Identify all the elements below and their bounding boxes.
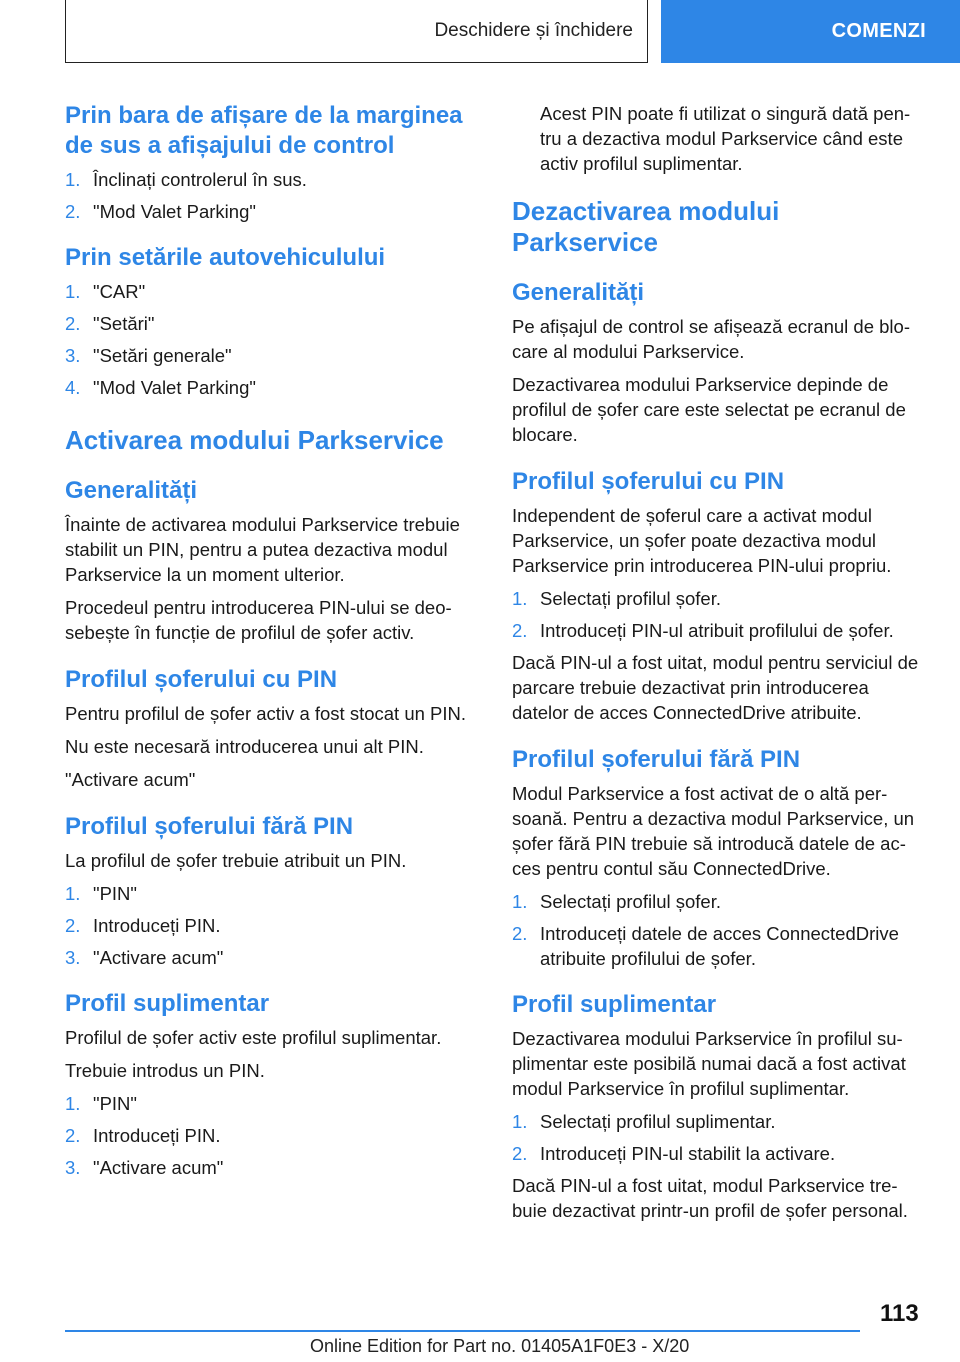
step-number: 2.	[65, 915, 81, 936]
list-item	[65, 945, 481, 970]
step-text: "PIN"	[93, 1093, 137, 1114]
heading-driver-with-pin: Profilul șoferului cu PIN	[512, 468, 785, 495]
step-number: 2.	[65, 201, 81, 222]
list-item	[65, 1091, 481, 1116]
step-text: "Activare acum"	[93, 947, 224, 968]
paragraph: Dacă PIN-ul a fost uitat, modul Parkservice tre-buie dezactivat printr-un profil de șofer personal.	[512, 1175, 908, 1221]
step-text: "Activare acum"	[93, 1157, 224, 1178]
step-text: "Setări"	[93, 313, 155, 334]
heading-activate-parkservice: Activarea modului Parkservice	[65, 425, 444, 455]
paragraph: Modul Parkservice a fost activat de o altă per-soană. Pentru a dezactiva modul Parkservice, un șofer fără PIN trebuie să introducă datele de ac-ces pentru contul său ConnectedDrive.	[512, 783, 915, 879]
chapter-title: COMENZI	[831, 20, 926, 42]
step-number: 2.	[65, 1125, 81, 1146]
list-item	[65, 881, 481, 906]
footer-divider	[65, 1330, 860, 1332]
step-number: 1.	[512, 891, 528, 912]
list-item	[65, 199, 481, 224]
step-text: Introduceți PIN-ul stabilit la activare.	[540, 1143, 836, 1164]
step-number: 1.	[512, 588, 528, 609]
paragraph-continued: Acest PIN poate fi utilizat o singură dată pen-tru a dezactiva modul Parkservice când este activ profilul suplimentar.	[540, 103, 911, 174]
list-item	[512, 889, 928, 914]
step-number: 3.	[65, 345, 81, 366]
list-item	[65, 913, 481, 938]
right-column	[512, 101, 928, 1231]
heading-extra-profile: Profil suplimentar	[65, 990, 270, 1017]
heading-extra-profile: Profil suplimentar	[512, 991, 717, 1018]
step-text: Introduceți PIN.	[93, 915, 221, 936]
paragraph: "Activare acum"	[65, 769, 196, 790]
paragraph: Pe afișajul de control se afișează ecranul de blo-care al modului Parkservice.	[512, 316, 910, 362]
list-item	[65, 343, 481, 368]
step-text: Selectați profilul șofer.	[540, 588, 721, 609]
step-number: 4.	[65, 377, 81, 398]
step-text: Înclinați controlerul în sus.	[93, 169, 307, 190]
step-number: 3.	[65, 1157, 81, 1178]
left-column	[65, 101, 481, 1187]
list-item	[512, 1109, 928, 1134]
list-item	[512, 1141, 928, 1166]
step-number: 1.	[512, 1111, 528, 1132]
list-item	[512, 921, 928, 971]
step-number: 2.	[512, 1143, 528, 1164]
paragraph: Procedeul pentru introducerea PIN-ului se deo-sebește în funcție de profilul de șofer activ.	[65, 597, 452, 643]
step-text: Introduceți PIN-ul atribuit profilului de șofer.	[540, 620, 894, 641]
step-text: "Mod Valet Parking"	[93, 377, 256, 398]
heading-vehicle-settings: Prin setările autovehiculului	[65, 244, 386, 271]
section-title: Deschidere și închidere	[434, 20, 633, 41]
list-item	[512, 586, 928, 611]
paragraph: Dezactivarea modului Parkservice depinde de profilul de șofer care este selectat pe ecranul de blocare.	[512, 374, 906, 445]
step-number: 2.	[65, 313, 81, 334]
step-text: "Mod Valet Parking"	[93, 201, 256, 222]
step-text: Introduceți datele de acces ConnectedDrive atribuite profilului de șofer.	[540, 923, 899, 969]
heading-general: Generalități	[65, 477, 198, 504]
page-number: 113	[880, 1300, 919, 1327]
edition-footer: Online Edition for Part no. 01405A1F0E3 - X/20	[310, 1336, 690, 1356]
paragraph: La profilul de șofer trebuie atribuit un PIN.	[65, 850, 407, 871]
heading-display-bar: Prin bara de afișare de la marginea de sus a afișajului de control	[65, 102, 463, 159]
step-number: 1.	[65, 883, 81, 904]
paragraph: Dacă PIN-ul a fost uitat, modul pentru serviciul de parcare trebuie dezactivat prin introducerea datelor de acces ConnectedDrive atribuite.	[512, 652, 919, 723]
list-item	[65, 375, 481, 400]
paragraph: Înainte de activarea modului Parkservice trebuie stabilit un PIN, pentru a putea dezactiva modul Parkservice la un moment ulterior.	[65, 514, 460, 585]
list-item	[65, 311, 481, 336]
heading-driver-with-pin: Profilul șoferului cu PIN	[65, 666, 338, 693]
paragraph: Trebuie introdus un PIN.	[65, 1060, 265, 1081]
paragraph: Independent de șoferul care a activat modul Parkservice, un șofer poate dezactiva modul Parkservice prin introducerea PIN-ului propriu.	[512, 505, 892, 576]
step-number: 2.	[512, 620, 528, 641]
paragraph: Dezactivarea modului Parkservice în profilul su-plimentar este posibilă numai dacă a fost activat modul Parkservice în profilul suplimentar.	[512, 1028, 906, 1099]
list-item	[65, 279, 481, 304]
chapter-header-tab	[661, 0, 960, 63]
paragraph: Nu este necesară introducerea unui alt PIN.	[65, 736, 424, 757]
heading-general: Generalități	[512, 279, 645, 306]
step-number: 1.	[65, 1093, 81, 1114]
paragraph: Profilul de șofer activ este profilul suplimentar.	[65, 1027, 442, 1048]
list-item	[65, 1123, 481, 1148]
step-number: 2.	[512, 923, 528, 944]
list-item	[512, 618, 928, 643]
section-header-tab	[65, 0, 648, 63]
heading-driver-without-pin: Profilul șoferului fără PIN	[65, 813, 354, 840]
step-number: 1.	[65, 281, 81, 302]
step-number: 3.	[65, 947, 81, 968]
step-text: Selectați profilul șofer.	[540, 891, 721, 912]
step-text: "CAR"	[93, 281, 146, 302]
list-item	[65, 167, 481, 192]
step-text: "PIN"	[93, 883, 137, 904]
heading-deactivate-parkservice: Dezactivarea modului Parkservice	[512, 196, 780, 257]
step-text: Introduceți PIN.	[93, 1125, 221, 1146]
list-item	[65, 1155, 481, 1180]
step-number: 1.	[65, 169, 81, 190]
step-text: "Setări generale"	[93, 345, 232, 366]
step-text: Selectați profilul suplimentar.	[540, 1111, 776, 1132]
heading-driver-without-pin: Profilul șoferului fără PIN	[512, 746, 801, 773]
paragraph: Pentru profilul de șofer activ a fost stocat un PIN.	[65, 703, 467, 724]
